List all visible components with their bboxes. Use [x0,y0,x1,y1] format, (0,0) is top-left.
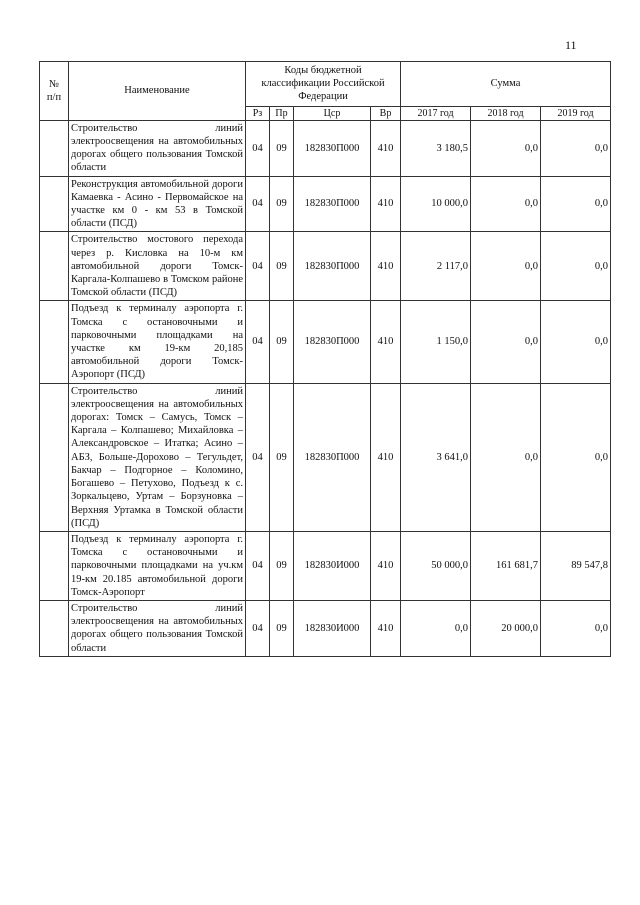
row-vr: 410 [371,531,401,600]
row-pr: 09 [270,531,294,600]
row-2019: 0,0 [541,301,611,383]
table-row [40,301,611,383]
row-rz: 04 [246,383,270,531]
page-number: 11 [565,38,577,52]
row-csr: 182830П000 [294,120,371,176]
row-name: Подъезд к терминалу аэропорта г. Томска с остановочными и парковочными площадками на уч.км 19-км 20.185 автомобильной дороги Томск-Аэропорт [69,531,246,600]
row-csr: 182830П000 [294,383,371,531]
header-vr: Вр [371,106,401,120]
row-rz: 04 [246,600,270,656]
row-rz: 04 [246,301,270,383]
row-2017: 3 180,5 [401,120,471,176]
row-name: Строительство линий электроосвещения на автомобильных дорогах общего пользования Томской области [69,600,246,656]
header-name: Наименование [69,62,246,121]
row-2019: 0,0 [541,232,611,301]
header-pr: Пр [270,106,294,120]
row-vr: 410 [371,301,401,383]
row-vr: 410 [371,383,401,531]
row-2018: 20 000,0 [471,600,541,656]
header-budget-codes: Коды бюджетной классификации Российской Федерации [246,62,401,107]
row-2017: 1 150,0 [401,301,471,383]
row-rz: 04 [246,120,270,176]
row-name: Строительство мостового перехода через р. Кисловка на 10-м км автомобильной дороги Томск-Каргала-Колпашево в Томском районе Томской области (ПСД) [69,232,246,301]
row-name: Реконструкция автомобильной дороги Камаевка - Асино - Первомайское на участке км 0 - км 53 в Томской области (ПСД) [69,176,246,232]
row-pr: 09 [270,232,294,301]
row-vr: 410 [371,232,401,301]
row-csr: 182830И000 [294,600,371,656]
row-pr: 09 [270,383,294,531]
table-row [40,383,611,531]
row-2018: 0,0 [471,301,541,383]
row-vr: 410 [371,600,401,656]
header-sum: Сумма [401,62,611,107]
row-2017: 3 641,0 [401,383,471,531]
header-csr: Цср [294,106,371,120]
row-2019: 89 547,8 [541,531,611,600]
row-2019: 0,0 [541,600,611,656]
header-row-top [40,62,611,107]
row-csr: 182830П000 [294,176,371,232]
row-csr: 182830П000 [294,232,371,301]
row-rz: 04 [246,232,270,301]
budget-table [39,61,611,657]
row-vr: 410 [371,120,401,176]
row-2019: 0,0 [541,120,611,176]
table-row [40,232,611,301]
header-2018: 2018 год [471,106,541,120]
table-row [40,120,611,176]
row-number [40,176,69,232]
row-pr: 09 [270,301,294,383]
row-number [40,301,69,383]
row-2018: 0,0 [471,232,541,301]
table-row [40,600,611,656]
row-pr: 09 [270,120,294,176]
row-2018: 0,0 [471,176,541,232]
row-csr: 182830И000 [294,531,371,600]
header-2017: 2017 год [401,106,471,120]
row-rz: 04 [246,176,270,232]
row-number [40,232,69,301]
row-2018: 161 681,7 [471,531,541,600]
row-2018: 0,0 [471,120,541,176]
row-number [40,600,69,656]
row-number [40,531,69,600]
row-csr: 182830П000 [294,301,371,383]
row-number [40,383,69,531]
header-2019: 2019 год [541,106,611,120]
row-2017: 0,0 [401,600,471,656]
row-2017: 10 000,0 [401,176,471,232]
header-number: № п/п [40,62,69,121]
header-rz: Рз [246,106,270,120]
row-pr: 09 [270,600,294,656]
row-2018: 0,0 [471,383,541,531]
row-2019: 0,0 [541,383,611,531]
row-2017: 2 117,0 [401,232,471,301]
row-2019: 0,0 [541,176,611,232]
table-row [40,176,611,232]
row-name: Подъезд к терминалу аэропорта г. Томска с остановочными и парковочными площадками на участке км 19-км 20,185 автомобильной дороги Томск-Аэропорт (ПСД) [69,301,246,383]
row-rz: 04 [246,531,270,600]
row-pr: 09 [270,176,294,232]
table-row [40,531,611,600]
row-2017: 50 000,0 [401,531,471,600]
row-vr: 410 [371,176,401,232]
row-name: Строительство линий электроосвещения на автомобильных дорогах общего пользования Томской области [69,120,246,176]
row-number [40,120,69,176]
row-name: Строительство линий электроосвещения на автомобильных дорогах: Томск – Самусь, Томск – Каргала – Колпашево; Михайловка – Александровское – Итатка; Асино – АБЗ, Больше-Дорохово – Тегульдет, Бакчар – Подгорное – Коломино, Богашево – Петухово, Подъезд к с. Зоркальцево, Уртам – Борзуновка – Верхняя Уртамка в Томской области (ПСД) [69,383,246,531]
